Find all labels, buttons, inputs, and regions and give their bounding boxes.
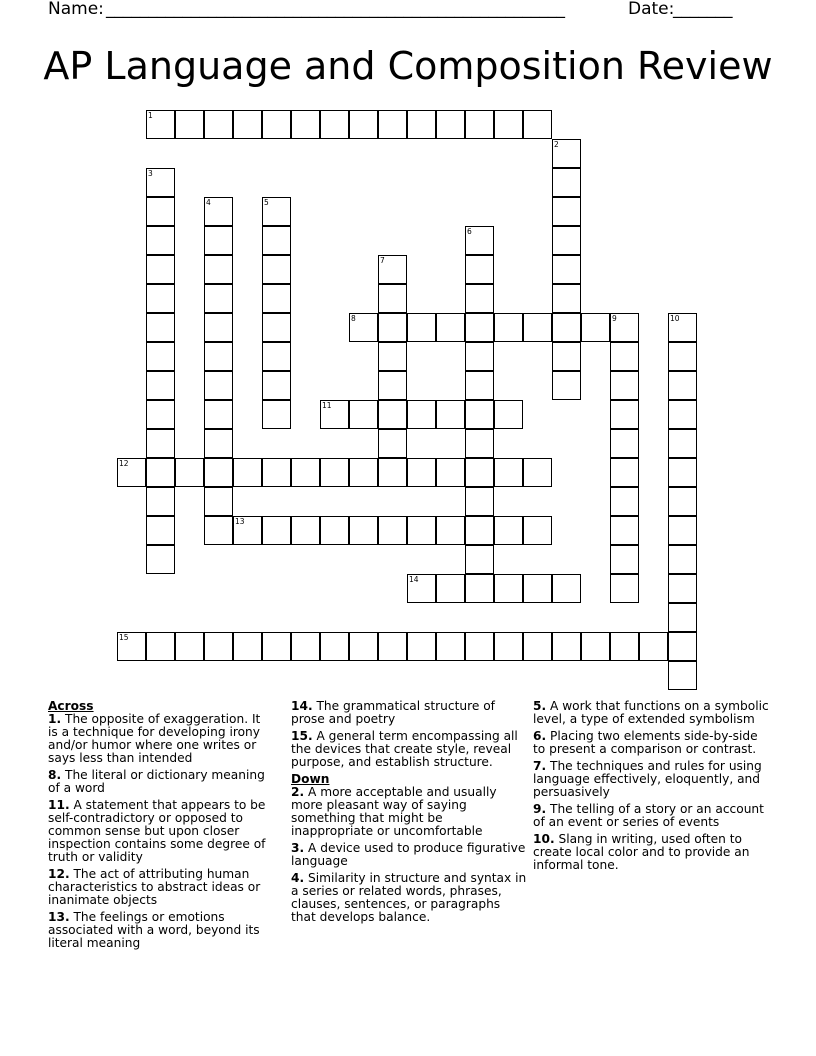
- crossword-cell[interactable]: [523, 632, 552, 661]
- crossword-cell[interactable]: [146, 284, 175, 313]
- crossword-cell[interactable]: [668, 661, 697, 690]
- clue-down-5: [533, 700, 769, 726]
- down-heading: Down: [291, 772, 330, 786]
- crossword-cell[interactable]: [204, 516, 233, 545]
- crossword-cell[interactable]: [552, 342, 581, 371]
- crossword-cell[interactable]: [465, 545, 494, 574]
- clue-across-11: [48, 799, 270, 864]
- crossword-cell[interactable]: [494, 110, 523, 139]
- clue-number: 5.: [533, 699, 547, 713]
- crossword-cell[interactable]: [262, 400, 291, 429]
- crossword-cell[interactable]: [610, 313, 639, 342]
- clue-down-10: [533, 833, 769, 872]
- crossword-cell[interactable]: [378, 400, 407, 429]
- crossword-cell[interactable]: [146, 168, 175, 197]
- crossword-cell[interactable]: [378, 371, 407, 400]
- cell-number: 11: [322, 401, 332, 410]
- crossword-cell[interactable]: [668, 458, 697, 487]
- crossword-cell[interactable]: [610, 400, 639, 429]
- cell-number: 15: [119, 633, 129, 642]
- crossword-cell[interactable]: [436, 632, 465, 661]
- crossword-cell[interactable]: [146, 400, 175, 429]
- crossword-cell[interactable]: [436, 574, 465, 603]
- crossword-cell[interactable]: [552, 313, 581, 342]
- crossword-cell[interactable]: [320, 400, 349, 429]
- crossword-cell[interactable]: [146, 255, 175, 284]
- crossword-cell[interactable]: [552, 197, 581, 226]
- crossword-cell[interactable]: [146, 371, 175, 400]
- crossword-cell[interactable]: [233, 516, 262, 545]
- crossword-cell[interactable]: [436, 516, 465, 545]
- crossword-cell[interactable]: [146, 516, 175, 545]
- cell-number: 3: [148, 169, 153, 178]
- crossword-cell[interactable]: [465, 632, 494, 661]
- across-heading: Across: [48, 699, 94, 713]
- crossword-cell[interactable]: [668, 603, 697, 632]
- crossword-cell[interactable]: [610, 371, 639, 400]
- clue-number: 15.: [291, 729, 313, 743]
- crossword-cell[interactable]: [668, 400, 697, 429]
- crossword-cell[interactable]: [349, 516, 378, 545]
- crossword-cell[interactable]: [291, 110, 320, 139]
- crossword-cell[interactable]: [146, 429, 175, 458]
- crossword-cell[interactable]: [465, 313, 494, 342]
- crossword-cell[interactable]: [204, 458, 233, 487]
- cell-number: 14: [409, 575, 419, 584]
- crossword-cell[interactable]: [378, 458, 407, 487]
- crossword-cell[interactable]: [233, 632, 262, 661]
- clue-text: A more acceptable and usually more pleasant way of saying something that might be inappropriate or uncomfortable: [291, 785, 497, 838]
- cell-number: 12: [119, 459, 129, 468]
- crossword-cell[interactable]: [378, 313, 407, 342]
- clue-number: 3.: [291, 841, 305, 855]
- crossword-cell[interactable]: [436, 110, 465, 139]
- clue-across-8: [48, 769, 270, 795]
- clue-text: The grammatical structure of prose and poetry: [291, 699, 495, 726]
- crossword-cell[interactable]: [552, 139, 581, 168]
- crossword-cell[interactable]: [262, 516, 291, 545]
- crossword-cell[interactable]: [262, 255, 291, 284]
- crossword-cell[interactable]: [204, 226, 233, 255]
- crossword-cell[interactable]: [204, 429, 233, 458]
- crossword-cell[interactable]: [523, 574, 552, 603]
- cell-number: 1: [148, 111, 153, 120]
- clue-text: Slang in writing, used often to create local color and to provide an informal tone.: [533, 832, 750, 872]
- crossword-cell[interactable]: [378, 255, 407, 284]
- page-title: AP Language and Composition Review: [43, 44, 773, 88]
- clue-number: 8.: [48, 768, 62, 782]
- clue-text: A device used to produce figurative language: [291, 841, 526, 868]
- clue-text: The telling of a story or an account of an event or series of events: [533, 802, 764, 829]
- crossword-cell[interactable]: [610, 632, 639, 661]
- clue-number: 11.: [48, 798, 70, 812]
- crossword-cell[interactable]: [668, 371, 697, 400]
- crossword-cell[interactable]: [610, 574, 639, 603]
- clue-across-12: [48, 868, 270, 907]
- clue-number: 7.: [533, 759, 547, 773]
- clue-text: The act of attributing human characteristics to abstract ideas or inanimate objects: [48, 867, 261, 907]
- crossword-cell[interactable]: [146, 342, 175, 371]
- clues-column-1: [48, 700, 270, 954]
- crossword-cell[interactable]: [668, 487, 697, 516]
- crossword-cell[interactable]: [436, 458, 465, 487]
- crossword-cell[interactable]: [668, 632, 697, 661]
- crossword-cell[interactable]: [552, 226, 581, 255]
- clue-text: The feelings or emotions associated with a word, beyond its literal meaning: [48, 910, 260, 950]
- cell-number: 5: [264, 198, 269, 207]
- crossword-cell[interactable]: [146, 632, 175, 661]
- crossword-cell[interactable]: [349, 313, 378, 342]
- crossword-cell[interactable]: [349, 632, 378, 661]
- clue-text: The literal or dictionary meaning of a word: [48, 768, 265, 795]
- clue-number: 6.: [533, 729, 547, 743]
- clue-down-4: [291, 872, 527, 924]
- crossword-cell[interactable]: [378, 342, 407, 371]
- crossword-cell[interactable]: [581, 632, 610, 661]
- clue-number: 4.: [291, 871, 305, 885]
- crossword-cell[interactable]: [175, 632, 204, 661]
- crossword-cell[interactable]: [378, 110, 407, 139]
- crossword-cell[interactable]: [320, 110, 349, 139]
- name-field[interactable]: ______________________________________________________: [106, 0, 565, 19]
- crossword-cell[interactable]: [146, 313, 175, 342]
- crossword-cell[interactable]: [494, 400, 523, 429]
- clue-number: 1.: [48, 712, 62, 726]
- crossword-cell[interactable]: [668, 545, 697, 574]
- crossword-cell[interactable]: [233, 458, 262, 487]
- clue-down-3: [291, 842, 527, 868]
- crossword-cell[interactable]: [552, 255, 581, 284]
- crossword-cell[interactable]: [320, 458, 349, 487]
- crossword-cell[interactable]: [465, 110, 494, 139]
- crossword-cell[interactable]: [204, 284, 233, 313]
- clue-text: Placing two elements side-by-side to present a comparison or contrast.: [533, 729, 758, 756]
- crossword-cell[interactable]: [523, 110, 552, 139]
- crossword-cell[interactable]: [407, 110, 436, 139]
- clue-down-6: [533, 730, 769, 756]
- crossword-cell[interactable]: [378, 632, 407, 661]
- crossword-cell[interactable]: [204, 313, 233, 342]
- clue-text: The opposite of exaggeration. It is a technique for developing irony and/or humor where one writes or says less than intended: [48, 712, 261, 765]
- crossword-cell[interactable]: [465, 516, 494, 545]
- clues-column-2: [291, 700, 527, 928]
- crossword-cell[interactable]: [204, 487, 233, 516]
- name-label: Name:: [48, 0, 104, 19]
- clue-text: The techniques and rules for using language effectively, eloquently, and persuasively: [533, 759, 762, 799]
- crossword-cell[interactable]: [262, 342, 291, 371]
- crossword-cell[interactable]: [668, 313, 697, 342]
- clue-number: 13.: [48, 910, 70, 924]
- crossword-cell[interactable]: [465, 226, 494, 255]
- crossword-cell[interactable]: [407, 313, 436, 342]
- crossword-cell[interactable]: [291, 516, 320, 545]
- clue-text: A general term encompassing all the devices that create style, reveal purpose, and establish structure.: [291, 729, 518, 769]
- crossword-cell[interactable]: [349, 110, 378, 139]
- date-label: Date:: [628, 0, 675, 19]
- crossword-cell[interactable]: [523, 516, 552, 545]
- crossword-cell[interactable]: [407, 458, 436, 487]
- crossword-cell[interactable]: [349, 400, 378, 429]
- cell-number: 4: [206, 198, 211, 207]
- crossword-cell[interactable]: [668, 429, 697, 458]
- crossword-cell[interactable]: [262, 458, 291, 487]
- crossword-cell[interactable]: [262, 110, 291, 139]
- clue-down-9: [533, 803, 769, 829]
- clue-number: 14.: [291, 699, 313, 713]
- crossword-cell[interactable]: [610, 487, 639, 516]
- crossword-cell[interactable]: [465, 400, 494, 429]
- crossword-cell[interactable]: [320, 516, 349, 545]
- clue-text: Similarity in structure and syntax in a series or related words, phrases, clauses, sentences, or paragraphs that develops balance.: [291, 871, 527, 924]
- crossword-cell[interactable]: [320, 632, 349, 661]
- crossword-cell[interactable]: [465, 458, 494, 487]
- crossword-cell[interactable]: [407, 574, 436, 603]
- crossword-cell[interactable]: [436, 400, 465, 429]
- crossword-cell[interactable]: [117, 458, 146, 487]
- cell-number: 13: [235, 517, 245, 526]
- crossword-cell[interactable]: [523, 458, 552, 487]
- crossword-cell[interactable]: [204, 371, 233, 400]
- crossword-cell[interactable]: [291, 632, 320, 661]
- crossword-cell[interactable]: [610, 342, 639, 371]
- crossword-cell[interactable]: [349, 458, 378, 487]
- clue-text: A work that functions on a symbolic level, a type of extended symbolism: [533, 699, 769, 726]
- clue-text: A statement that appears to be self-contradictory or opposed to common sense but upon closer inspection contains some degree of truth or validity: [48, 798, 266, 864]
- crossword-cell[interactable]: [146, 487, 175, 516]
- crossword-cell[interactable]: [175, 110, 204, 139]
- clue-number: 9.: [533, 802, 547, 816]
- crossword-cell[interactable]: [465, 429, 494, 458]
- clue-across-14: [291, 700, 527, 726]
- crossword-cell[interactable]: [436, 313, 465, 342]
- crossword-cell[interactable]: [204, 400, 233, 429]
- crossword-cell[interactable]: [668, 516, 697, 545]
- clue-down-7: [533, 760, 769, 799]
- crossword-cell[interactable]: [291, 458, 320, 487]
- crossword-cell[interactable]: [552, 632, 581, 661]
- crossword-cell[interactable]: [204, 632, 233, 661]
- crossword-cell[interactable]: [465, 487, 494, 516]
- cell-number: 6: [467, 227, 472, 236]
- crossword-cell[interactable]: [465, 371, 494, 400]
- cell-number: 10: [670, 314, 680, 323]
- crossword-cell[interactable]: [146, 110, 175, 139]
- crossword-cell[interactable]: [610, 545, 639, 574]
- clue-across-1: [48, 713, 270, 765]
- crossword-cell[interactable]: [146, 197, 175, 226]
- crossword-cell[interactable]: [378, 516, 407, 545]
- crossword-cell[interactable]: [552, 574, 581, 603]
- crossword-cell[interactable]: [262, 284, 291, 313]
- clue-across-15: [291, 730, 527, 769]
- crossword-cell[interactable]: [610, 516, 639, 545]
- clues-column-3: [533, 700, 769, 876]
- clue-number: 10.: [533, 832, 555, 846]
- crossword-cell[interactable]: [668, 342, 697, 371]
- clue-down-2: [291, 786, 527, 838]
- crossword-cell[interactable]: [610, 458, 639, 487]
- crossword-cell[interactable]: [262, 313, 291, 342]
- crossword-cell[interactable]: [262, 197, 291, 226]
- crossword-cell[interactable]: [494, 516, 523, 545]
- crossword-cell[interactable]: [639, 632, 668, 661]
- crossword-cell[interactable]: [668, 574, 697, 603]
- crossword-cell[interactable]: [204, 342, 233, 371]
- crossword-cell[interactable]: [494, 632, 523, 661]
- crossword-cell[interactable]: [552, 168, 581, 197]
- cell-number: 9: [612, 314, 617, 323]
- cell-number: 8: [351, 314, 356, 323]
- crossword-cell[interactable]: [146, 226, 175, 255]
- crossword-cell[interactable]: [204, 110, 233, 139]
- crossword-cell[interactable]: [204, 197, 233, 226]
- crossword-cell[interactable]: [494, 574, 523, 603]
- crossword-cell[interactable]: [407, 400, 436, 429]
- crossword-cell[interactable]: [407, 632, 436, 661]
- crossword-cell[interactable]: [262, 226, 291, 255]
- crossword-cell[interactable]: [494, 458, 523, 487]
- cell-number: 2: [554, 140, 559, 149]
- crossword-cell[interactable]: [407, 516, 436, 545]
- crossword-cell[interactable]: [204, 255, 233, 284]
- crossword-cell[interactable]: [146, 458, 175, 487]
- crossword-cell[interactable]: [117, 632, 146, 661]
- crossword-cell[interactable]: [378, 284, 407, 313]
- crossword-cell[interactable]: [233, 110, 262, 139]
- clue-across-13: [48, 911, 270, 950]
- crossword-cell[interactable]: [465, 284, 494, 313]
- crossword-cell[interactable]: [610, 429, 639, 458]
- crossword-cell[interactable]: [378, 429, 407, 458]
- crossword-cell[interactable]: [146, 545, 175, 574]
- crossword-cell[interactable]: [465, 342, 494, 371]
- crossword-cell[interactable]: [175, 458, 204, 487]
- crossword-cell[interactable]: [494, 313, 523, 342]
- crossword-cell[interactable]: [465, 255, 494, 284]
- crossword-cell[interactable]: [581, 313, 610, 342]
- crossword-cell[interactable]: [552, 284, 581, 313]
- crossword-cell[interactable]: [465, 574, 494, 603]
- date-field[interactable]: _______: [673, 0, 733, 19]
- crossword-cell[interactable]: [552, 371, 581, 400]
- crossword-cell[interactable]: [262, 371, 291, 400]
- cell-number: 7: [380, 256, 385, 265]
- crossword-cell[interactable]: [262, 632, 291, 661]
- clue-number: 12.: [48, 867, 70, 881]
- crossword-cell[interactable]: [523, 313, 552, 342]
- clue-number: 2.: [291, 785, 305, 799]
